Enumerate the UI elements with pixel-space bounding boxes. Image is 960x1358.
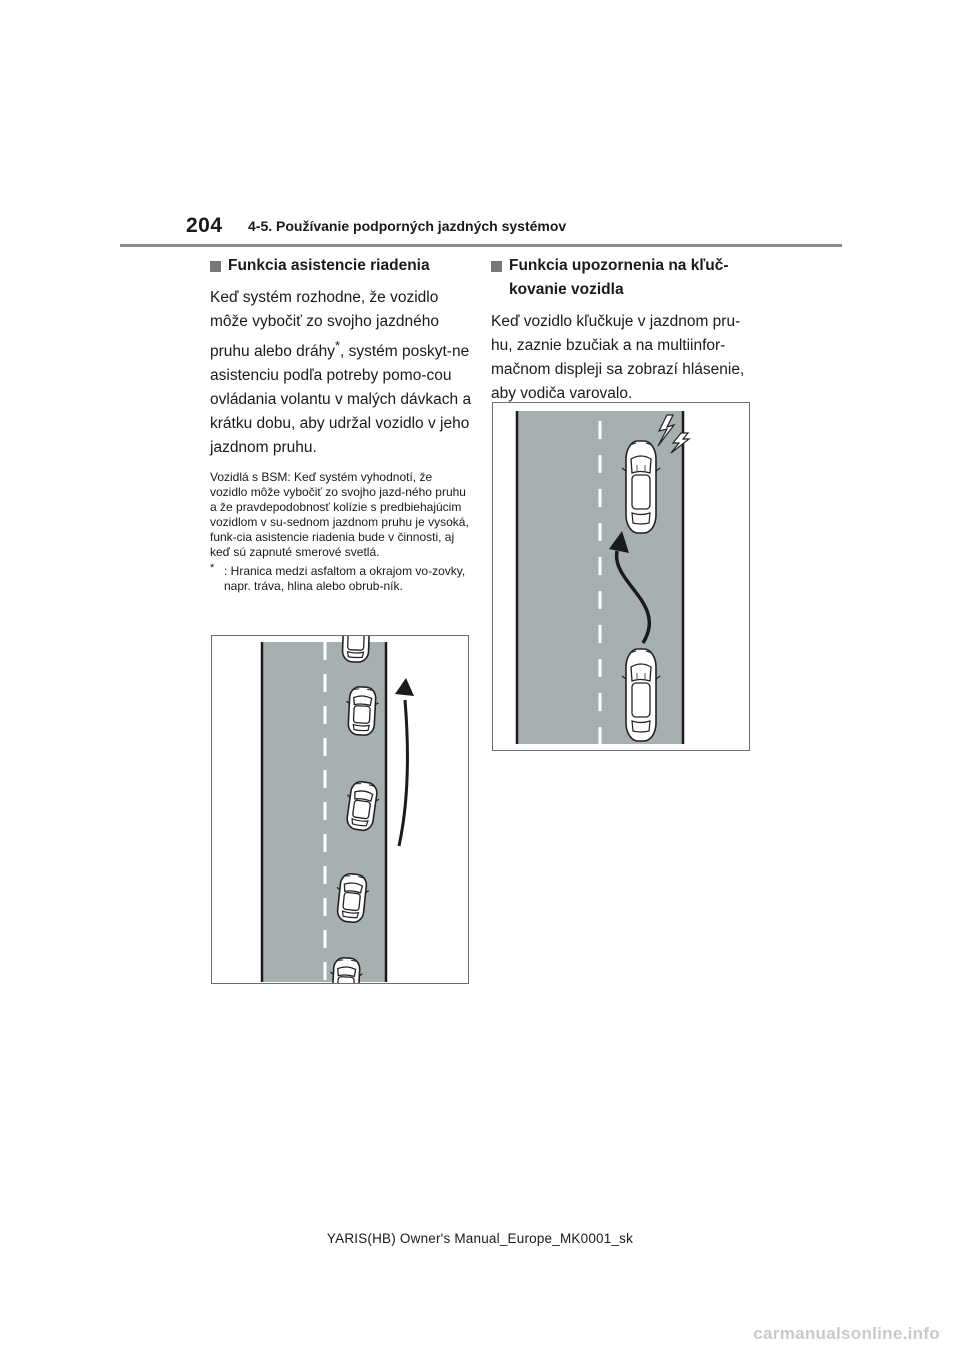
arrow-head-icon (395, 678, 414, 696)
sway-warning-heading-text: Funkcia upozornenia na kľuč-kovanie vozidla (509, 257, 729, 298)
footer-manual-id: YARIS(HB) Owner's Manual_Europe_MK0001_sk (326, 1231, 634, 1246)
car-icon (622, 649, 660, 741)
right-column (491, 254, 753, 406)
left-column (210, 254, 472, 594)
steering-assist-illustration (211, 635, 469, 984)
steering-assist-heading (210, 254, 472, 278)
steering-assist-paragraph (210, 286, 472, 460)
steering-assist-text-2: , systém poskyt-ne asistenciu podľa potreby pomo-cou ovládania volantu v malých dávkach a krátku dobu, aby udržal vozidlo v jeho jazdnom pruhu. (210, 343, 472, 457)
bsm-note: Vozidlá s BSM: Keď systém vyhodnotí, že vozidlo môže vybočiť zo svojho jazd-ného pruhu a že pravdepodobnosť kolízie s predbiehajúcim vozidlom v su-sednom jazdnom pruhu je vysoká, funk-cia asistencie riadenia bude v činnosti, aj keď sú zapnuté smerové svetlá. (210, 470, 469, 560)
sway-warning-illustration (492, 402, 750, 751)
car-icon (622, 441, 660, 533)
page-number: 204 (186, 214, 223, 237)
steering-assist-heading-text: Funkcia asistencie riadenia (228, 257, 430, 274)
footnote-mark: * (210, 562, 215, 575)
sway-warning-heading (491, 254, 753, 302)
watermark: carmanualsonline.info (753, 1324, 940, 1343)
correction-arrow (399, 700, 407, 846)
sway-warning-diagram (493, 403, 749, 750)
sway-warning-paragraph: Keď vozidlo kľučkuje v jazdnom pru-hu, zaznie bzučiak a na multiinfor-mačnom displeji sa zobrazí hlásenie, aby vodiča varovalo. (491, 313, 745, 402)
steering-assist-diagram (212, 636, 468, 983)
footnote-reference: * (334, 338, 340, 353)
footnote (210, 564, 472, 594)
car-icon (345, 686, 379, 736)
steering-assist-text-1: Keď systém rozhodne, že vozidlo môže vybočiť zo svojho jazdného pruhu alebo dráhy (210, 289, 439, 361)
section-title: 4-5. Používanie podporných jazdných systémov (248, 218, 567, 234)
footnote-text: : Hranica medzi asfaltom a okrajom vo-zovky, napr. tráva, hlina alebo obrub-ník. (224, 564, 466, 594)
square-bullet-icon (210, 261, 221, 272)
header-divider (120, 244, 842, 247)
square-bullet-icon (491, 261, 502, 272)
